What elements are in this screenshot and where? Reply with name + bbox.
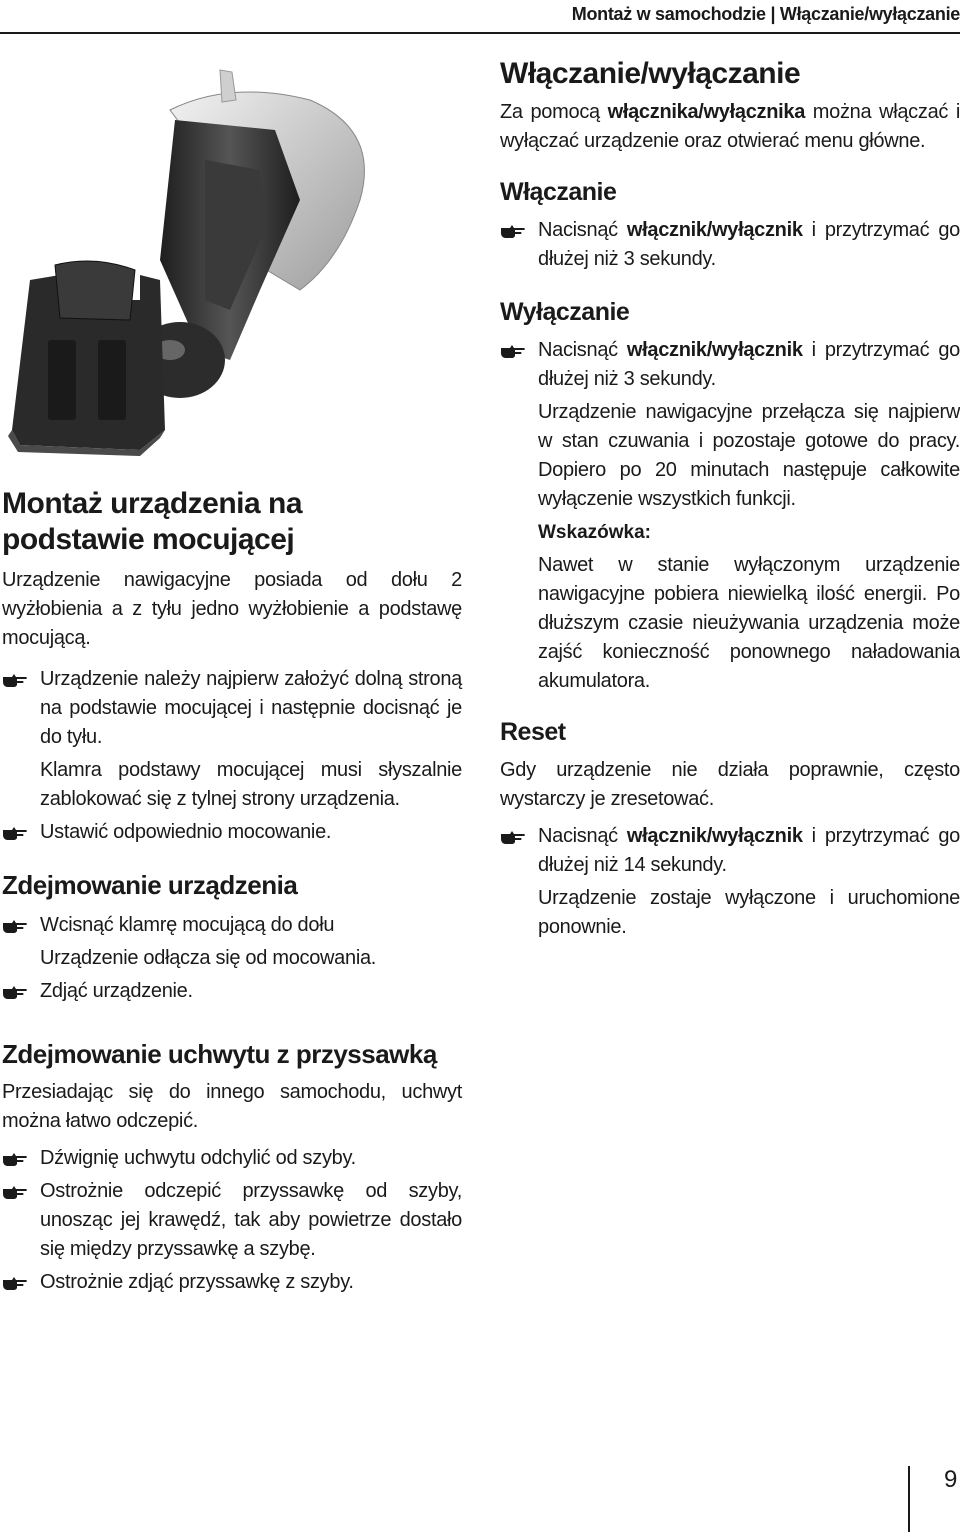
remove-note-1: Urządzenie odłącza się od mocowania. [40, 947, 377, 969]
reset-intro: Gdy urządzenie nie działa poprawnie, często wystarczy je zresetować. [500, 759, 960, 810]
suction-step-3: Ostrożnie zdjąć przyssawkę z szyby. [2, 1268, 462, 1297]
pointing-hand-icon [500, 343, 526, 359]
mount-note-1: Klamra podstawy mocującej musi słyszalnie zablokować się z tylnej strony urządzenia. [40, 759, 462, 810]
right-column [500, 56, 960, 942]
left-column [2, 486, 462, 1297]
pointing-hand-icon [500, 223, 526, 239]
mount-step-1: Urządzenie należy najpierw założyć dolną stroną na podstawie mocującej i następnie docisnąć je do tyłu. [2, 665, 462, 752]
suction-step-1: Dźwignię uchwytu odchylić od szyby. [2, 1144, 462, 1173]
mount-heading: Montaż urządzenia na podstawie mocującej [2, 487, 303, 556]
power-off-step: Nacisnąć włącznik/wyłącznik i przytrzymać go dłużej niż 3 sekundy. [500, 336, 960, 394]
remove-heading: Zdejmowanie urządzenia [2, 870, 298, 900]
pointing-hand-icon [2, 1275, 28, 1291]
suction-cup-holder-image [0, 60, 380, 460]
remove-step-2: Zdjąć urządzenie. [2, 977, 462, 1006]
power-off-result: Urządzenie nawigacyjne przełącza się najpierw w stan czuwania i pozostaje gotowe do pracy. Dopiero po 20 minutach następuje całkowite wyłączenie wszystkich funkcji. [538, 401, 960, 510]
pointing-hand-icon [500, 829, 526, 845]
suction-heading: Zdejmowanie uchwytu z przyssawką [2, 1039, 437, 1069]
pointing-hand-icon [2, 672, 28, 688]
mount-intro: Urządzenie nawigacyjne posiada od dołu 2 wyżłobienia a z tyłu jedno wyżłobienie a podstawę mocującą. [2, 569, 462, 649]
suction-step-2: Ostrożnie odczepić przyssawkę od szyby, unosząc jej krawędź, tak aby powietrze dostało się między przyssawkę a szybę. [2, 1177, 462, 1264]
page-header [0, 0, 960, 34]
reset-heading: Reset [500, 718, 566, 746]
running-header-title: Montaż w samochodzie | Włączanie/wyłączanie [571, 4, 960, 24]
section-title: Włączanie/wyłączanie [500, 57, 801, 90]
suction-intro: Przesiadając się do innego samochodu, uchwyt można łatwo odczepić. [2, 1081, 462, 1132]
power-intro: Za pomocą włącznika/wyłącznika można włączać i wyłączać urządzenie oraz otwierać menu główne. [500, 101, 960, 152]
note-title: Wskazówka: [538, 522, 651, 543]
reset-result: Urządzenie zostaje wyłączone i uruchomione ponownie. [538, 887, 960, 938]
pointing-hand-icon [2, 825, 28, 841]
page-number-divider [908, 1466, 910, 1532]
pointing-hand-icon [2, 1184, 28, 1200]
power-off-heading: Wyłączanie [500, 298, 630, 326]
power-on-step: Nacisnąć włącznik/wyłącznik i przytrzymać go dłużej niż 3 sekundy. [500, 216, 960, 274]
pointing-hand-icon [2, 1151, 28, 1167]
pointing-hand-icon [2, 918, 28, 934]
remove-step-1: Wcisnąć klamrę mocującą do dołu [2, 911, 462, 940]
note-text: Nawet w stanie wyłączonym urządzenie nawigacyjne pobiera niewielką ilość energii. Po dłuższym czasie nieużywania urządzenia może zajść konieczność ponownego naładowania akumulatora. [538, 554, 960, 692]
mount-step-2: Ustawić odpowiednio mocowanie. [2, 818, 462, 847]
pointing-hand-icon [2, 984, 28, 1000]
page-number: 9 [944, 1466, 958, 1493]
power-on-heading: Włączanie [500, 178, 617, 206]
reset-step: Nacisnąć włącznik/wyłącznik i przytrzymać go dłużej niż 14 sekundy. [500, 822, 960, 880]
